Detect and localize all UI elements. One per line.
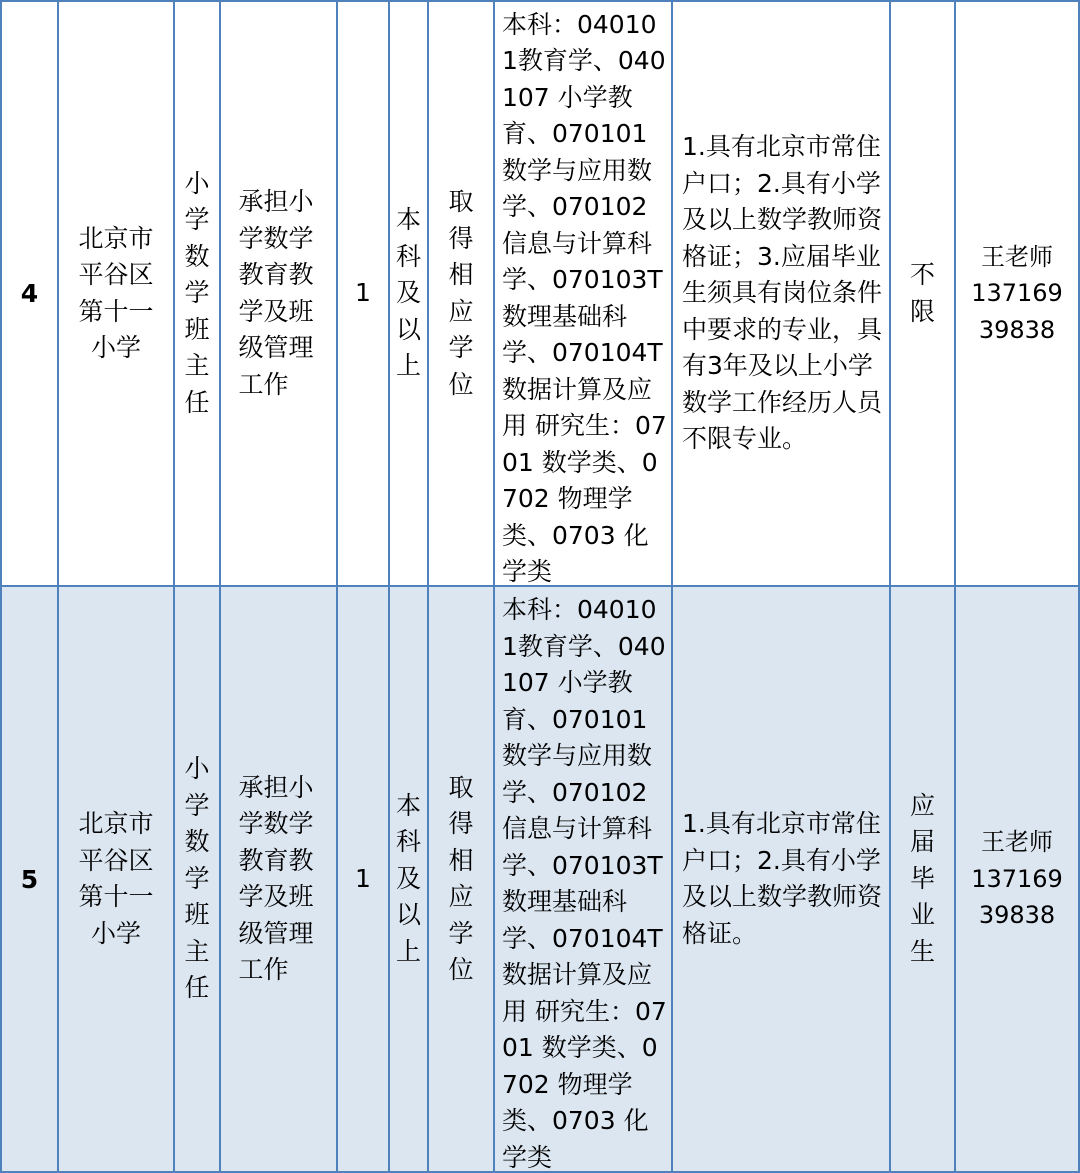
requirements-cell: 1.具有北京市常住户口；2.具有小学及以上数学教师资格证。 [672,586,890,1172]
contact-phone-line1: 137169 [971,279,1063,308]
table-row [1,586,1079,1172]
applicant-type-cell: 不限 [890,1,955,586]
contact-phone-line2: 39838 [978,901,1056,930]
table-row [1,1,1079,586]
row-number: 5 [1,586,58,1172]
row-number: 4 [1,1,58,586]
headcount-cell: 1 [337,586,389,1172]
position-cell: 小学数学班主任 [174,1,220,586]
contact-cell [955,586,1079,1172]
duty-cell: 承担小学数学教育教学及班级管理工作 [220,586,337,1172]
applicant-type-cell: 应届毕业生 [890,586,955,1172]
contact-name: 王老师 [981,828,1053,857]
headcount-cell: 1 [337,1,389,586]
degree-cell: 取得相应学位 [428,1,494,586]
employer-cell: 北京市平谷区第十一小学 [58,586,174,1172]
employer-cell: 北京市平谷区第十一小学 [58,1,174,586]
contact-name: 王老师 [981,242,1053,271]
duty-cell: 承担小学数学教育教学及班级管理工作 [220,1,337,586]
major-cell: 本科：040101教育学、040107 小学教育、070101数学与应用数学、070102信息与计算科学、070103T数理基础科学、070104T数据计算及应用 研究生：0701 数学类、0702 物理学类、0703 化学类 [494,586,672,1172]
major-cell: 本科：040101教育学、040107 小学教育、070101数学与应用数学、070102信息与计算科学、070103T数理基础科学、070104T数据计算及应用 研究生：0701 数学类、0702 物理学类、0703 化学类 [494,1,672,586]
education-cell: 本科及以上 [389,1,428,586]
position-cell: 小学数学班主任 [174,586,220,1172]
contact-phone-line1: 137169 [971,864,1063,893]
education-cell: 本科及以上 [389,586,428,1172]
requirements-cell: 1.具有北京市常住户口；2.具有小学及以上数学教师资格证；3.应届毕业生须具有岗位条件中要求的专业，具有3年及以上小学数学工作经历人员不限专业。 [672,1,890,586]
contact-cell [955,1,1079,586]
contact-phone-line2: 39838 [978,315,1056,344]
degree-cell: 取得相应学位 [428,586,494,1172]
